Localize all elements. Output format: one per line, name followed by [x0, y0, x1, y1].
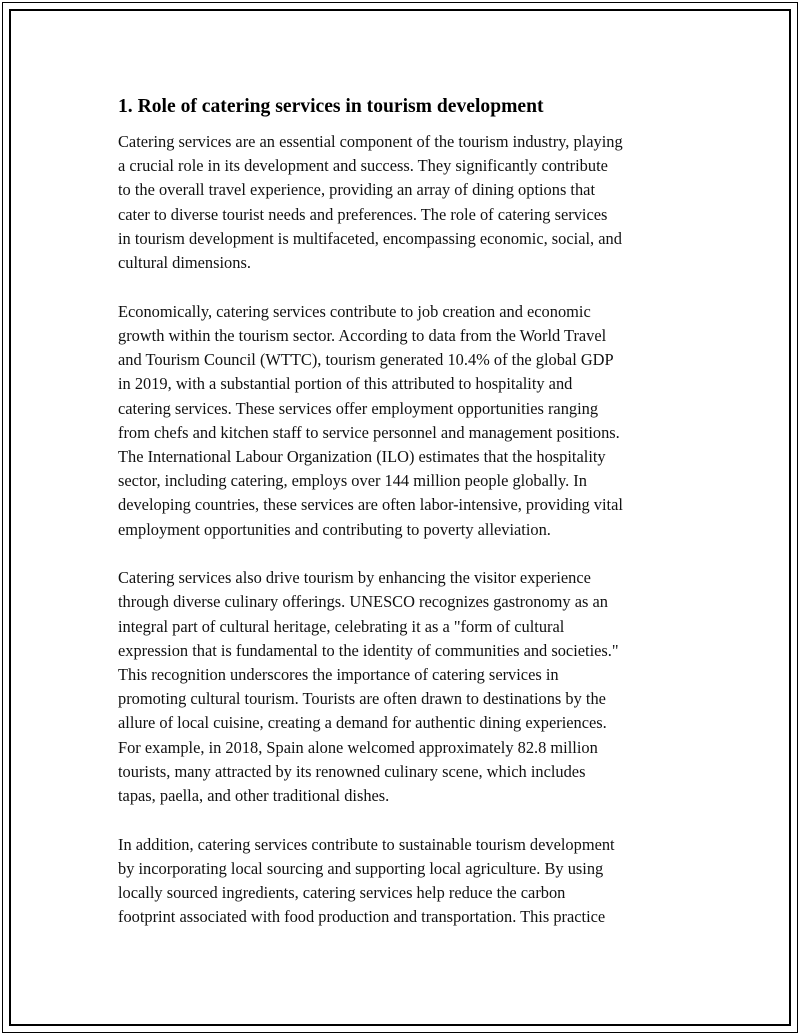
text-line: employment opportunities and contributing to poverty alleviation.: [118, 519, 551, 539]
document-body: [118, 94, 698, 954]
text-line: and Tourism Council (WTTC), tourism generated 10.4% of the global GDP: [118, 350, 614, 370]
section-heading: 1. Role of catering services in tourism development: [118, 96, 544, 117]
text-line: sector, including catering, employs over 144 million people globally. In: [118, 471, 587, 491]
paragraph-intro: [118, 130, 698, 275]
text-line: This recognition underscores the importance of catering services in: [118, 665, 559, 685]
text-line: growth within the tourism sector. According to data from the World Travel: [118, 325, 607, 345]
text-line: In addition, catering services contribute to sustainable tourism development: [118, 834, 615, 854]
text-line: footprint associated with food production and transportation. This practice: [118, 907, 606, 927]
text-line: to the overall travel experience, providing an array of dining options that: [118, 180, 595, 200]
text-line: For example, in 2018, Spain alone welcomed approximately 82.8 million: [118, 737, 598, 757]
text-line: The International Labour Organization (ILO) estimates that the hospitality: [118, 446, 606, 466]
text-line: promoting cultural tourism. Tourists are often drawn to destinations by the: [118, 689, 606, 709]
text-line: developing countries, these services are often labor-intensive, providing vital: [118, 495, 623, 515]
text-line: cater to diverse tourist needs and preferences. The role of catering services: [118, 204, 608, 224]
text-line: in 2019, with a substantial portion of this attributed to hospitality and: [118, 374, 573, 394]
text-line: by incorporating local sourcing and supporting local agriculture. By using: [118, 858, 604, 878]
paragraph-cultural: [118, 566, 698, 808]
text-line: catering services. These services offer employment opportunities ranging: [118, 398, 599, 418]
paragraph-economic: [118, 300, 698, 542]
text-line: expression that is fundamental to the identity of communities and societies.": [118, 640, 619, 660]
text-line: through diverse culinary offerings. UNESCO recognizes gastronomy as an: [118, 592, 608, 612]
text-line: Economically, catering services contribute to job creation and economic: [118, 301, 591, 321]
text-line: locally sourced ingredients, catering services help reduce the carbon: [118, 883, 566, 903]
text-line: Catering services are an essential component of the tourism industry, playing: [118, 132, 623, 151]
text-line: tourists, many attracted by its renowned culinary scene, which includes: [118, 761, 586, 781]
text-line: in tourism development is multifaceted, encompassing economic, social, and: [118, 228, 622, 248]
text-line: allure of local cuisine, creating a demand for authentic dining experiences.: [118, 713, 607, 733]
text-line: integral part of cultural heritage, celebrating it as a "form of cultural: [118, 616, 565, 636]
text-line: a crucial role in its development and success. They significantly contribute: [118, 156, 608, 176]
paragraph-sustainability: [118, 833, 698, 930]
text-line: tapas, paella, and other traditional dishes.: [118, 786, 390, 806]
text-line: from chefs and kitchen staff to service personnel and management positions.: [118, 422, 620, 442]
text-line: Catering services also drive tourism by enhancing the visitor experience: [118, 568, 591, 588]
text-line: cultural dimensions.: [118, 253, 251, 273]
